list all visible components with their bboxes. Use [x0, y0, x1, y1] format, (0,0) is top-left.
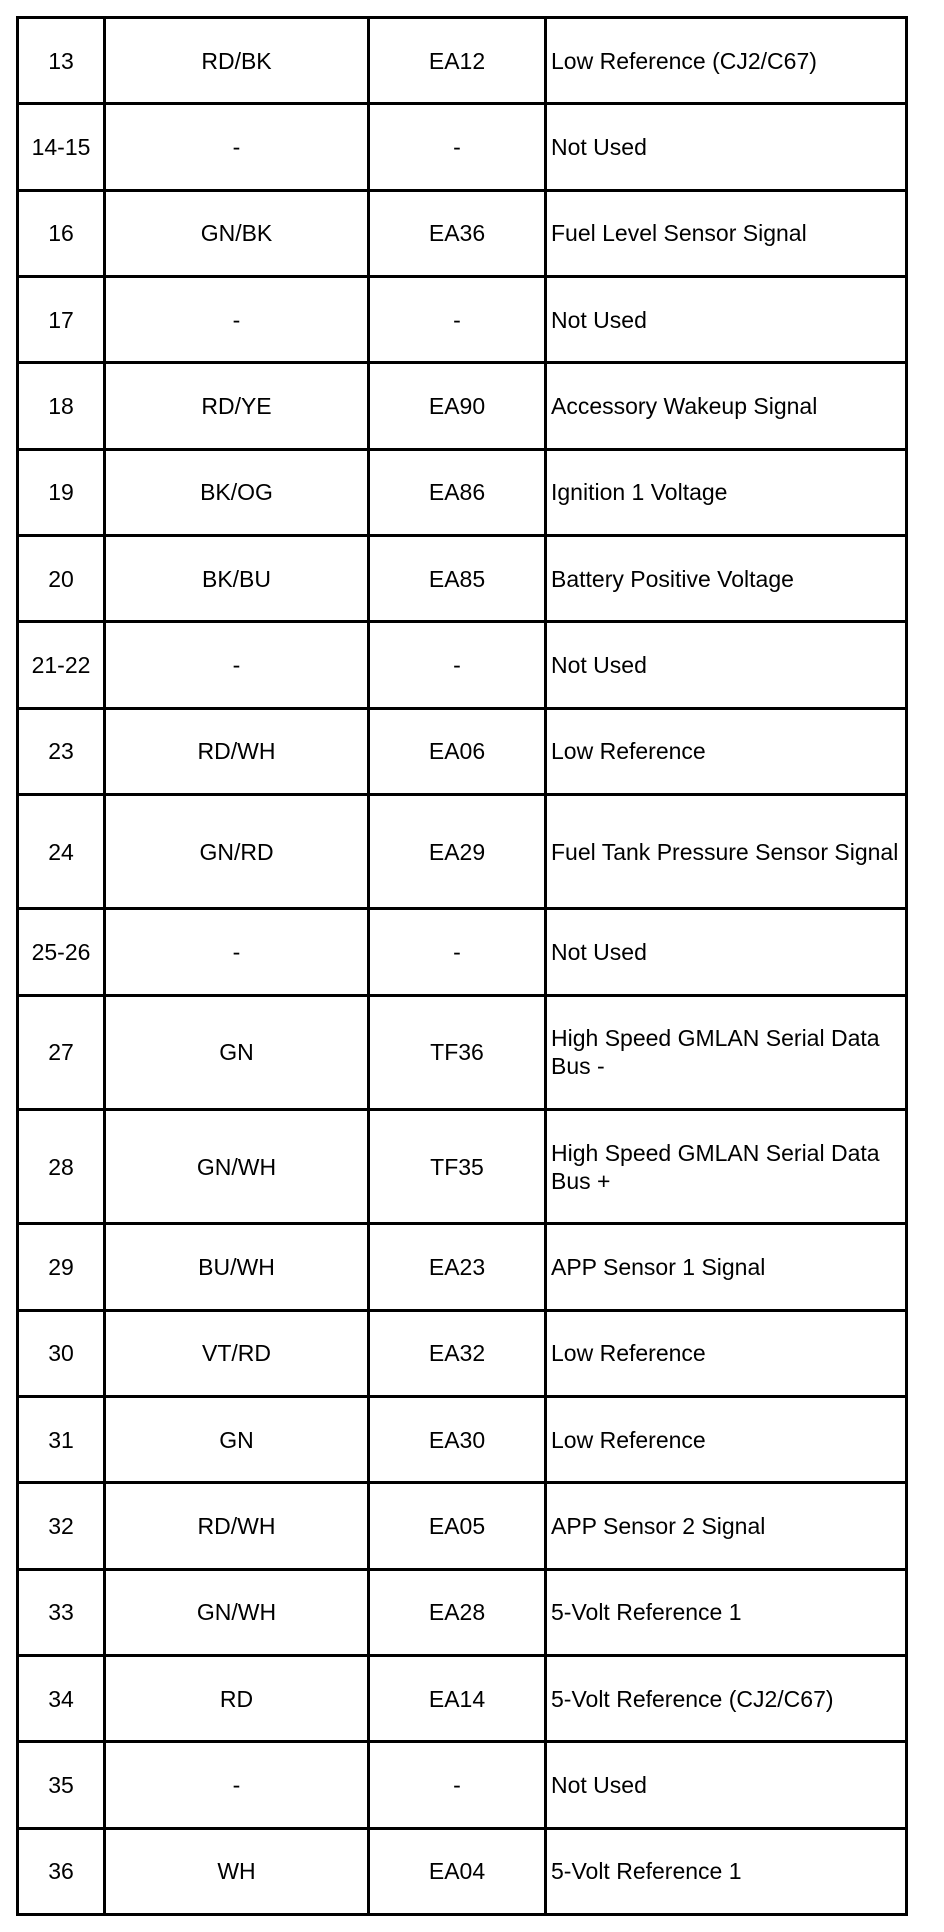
wire-color-cell: GN/BK: [105, 190, 369, 276]
wire-color-cell: RD/BK: [105, 18, 369, 104]
table-row: [18, 276, 907, 362]
wire-color-cell: BK/OG: [105, 449, 369, 535]
circuit-number-cell: -: [369, 909, 546, 995]
wire-color-cell: GN: [105, 1397, 369, 1483]
circuit-number-cell: -: [369, 1742, 546, 1828]
table-row: [18, 794, 907, 908]
circuit-number-cell: EA90: [369, 363, 546, 449]
pin-number-cell: 29: [18, 1224, 105, 1310]
table-row: [18, 1310, 907, 1396]
circuit-number-cell: EA29: [369, 794, 546, 908]
circuit-number-cell: -: [369, 622, 546, 708]
wire-color-cell: BK/BU: [105, 535, 369, 621]
function-cell: Not Used: [546, 909, 907, 995]
table-row: [18, 1742, 907, 1828]
pin-number-cell: 35: [18, 1742, 105, 1828]
wire-color-cell: -: [105, 276, 369, 362]
table-row: [18, 708, 907, 794]
table-row: [18, 1655, 907, 1741]
function-cell: High Speed GMLAN Serial Data Bus -: [546, 995, 907, 1109]
circuit-number-cell: EA86: [369, 449, 546, 535]
function-cell: Fuel Tank Pressure Sensor Signal: [546, 794, 907, 908]
table-row: [18, 363, 907, 449]
wire-color-cell: VT/RD: [105, 1310, 369, 1396]
function-cell: 5-Volt Reference 1: [546, 1828, 907, 1914]
function-cell: APP Sensor 2 Signal: [546, 1483, 907, 1569]
table-row: [18, 909, 907, 995]
circuit-number-cell: EA30: [369, 1397, 546, 1483]
function-cell: Low Reference: [546, 708, 907, 794]
pin-number-cell: 32: [18, 1483, 105, 1569]
function-cell: Not Used: [546, 104, 907, 190]
function-cell: Battery Positive Voltage: [546, 535, 907, 621]
wire-color-cell: RD/WH: [105, 1483, 369, 1569]
pin-number-cell: 16: [18, 190, 105, 276]
wire-color-cell: WH: [105, 1828, 369, 1914]
table-row: [18, 449, 907, 535]
pin-number-cell: 27: [18, 995, 105, 1109]
pin-number-cell: 31: [18, 1397, 105, 1483]
pin-number-cell: 13: [18, 18, 105, 104]
table-row: [18, 18, 907, 104]
circuit-number-cell: TF35: [369, 1109, 546, 1223]
pin-number-cell: 28: [18, 1109, 105, 1223]
table-row: [18, 1569, 907, 1655]
circuit-number-cell: EA05: [369, 1483, 546, 1569]
table-row: [18, 995, 907, 1109]
wire-color-cell: -: [105, 104, 369, 190]
circuit-number-cell: EA85: [369, 535, 546, 621]
table-row: [18, 104, 907, 190]
pin-number-cell: 36: [18, 1828, 105, 1914]
function-cell: Not Used: [546, 622, 907, 708]
function-cell: Low Reference: [546, 1310, 907, 1396]
table-row: [18, 190, 907, 276]
function-cell: 5-Volt Reference (CJ2/C67): [546, 1655, 907, 1741]
table-row: [18, 1224, 907, 1310]
circuit-number-cell: EA06: [369, 708, 546, 794]
wire-color-cell: GN/RD: [105, 794, 369, 908]
circuit-number-cell: EA12: [369, 18, 546, 104]
wire-color-cell: RD/YE: [105, 363, 369, 449]
table-row: [18, 1397, 907, 1483]
table-row: [18, 1109, 907, 1223]
pin-number-cell: 33: [18, 1569, 105, 1655]
pin-number-cell: 20: [18, 535, 105, 621]
pin-number-cell: 18: [18, 363, 105, 449]
circuit-number-cell: EA28: [369, 1569, 546, 1655]
function-cell: Fuel Level Sensor Signal: [546, 190, 907, 276]
pin-number-cell: 19: [18, 449, 105, 535]
circuit-number-cell: EA23: [369, 1224, 546, 1310]
wire-color-cell: GN: [105, 995, 369, 1109]
wire-color-cell: -: [105, 909, 369, 995]
wire-color-cell: GN/WH: [105, 1569, 369, 1655]
circuit-number-cell: EA36: [369, 190, 546, 276]
table-row: [18, 535, 907, 621]
function-cell: Low Reference (CJ2/C67): [546, 18, 907, 104]
pin-number-cell: 30: [18, 1310, 105, 1396]
circuit-number-cell: EA32: [369, 1310, 546, 1396]
pin-number-cell: 34: [18, 1655, 105, 1741]
table-row: [18, 1828, 907, 1914]
circuit-number-cell: -: [369, 276, 546, 362]
table-row: [18, 622, 907, 708]
pin-number-cell: 25-26: [18, 909, 105, 995]
function-cell: Not Used: [546, 276, 907, 362]
function-cell: Accessory Wakeup Signal: [546, 363, 907, 449]
function-cell: Ignition 1 Voltage: [546, 449, 907, 535]
wire-color-cell: RD/WH: [105, 708, 369, 794]
function-cell: Not Used: [546, 1742, 907, 1828]
circuit-number-cell: -: [369, 104, 546, 190]
circuit-number-cell: EA14: [369, 1655, 546, 1741]
wire-color-cell: -: [105, 622, 369, 708]
pin-number-cell: 14-15: [18, 104, 105, 190]
table-row: [18, 1483, 907, 1569]
function-cell: APP Sensor 1 Signal: [546, 1224, 907, 1310]
pin-number-cell: 17: [18, 276, 105, 362]
pin-number-cell: 24: [18, 794, 105, 908]
wire-color-cell: -: [105, 1742, 369, 1828]
wire-color-cell: RD: [105, 1655, 369, 1741]
circuit-number-cell: TF36: [369, 995, 546, 1109]
function-cell: 5-Volt Reference 1: [546, 1569, 907, 1655]
function-cell: High Speed GMLAN Serial Data Bus +: [546, 1109, 907, 1223]
wire-color-cell: BU/WH: [105, 1224, 369, 1310]
pin-number-cell: 23: [18, 708, 105, 794]
circuit-number-cell: EA04: [369, 1828, 546, 1914]
wire-color-cell: GN/WH: [105, 1109, 369, 1223]
function-cell: Low Reference: [546, 1397, 907, 1483]
pin-number-cell: 21-22: [18, 622, 105, 708]
connector-pinout-table: [16, 16, 908, 1916]
